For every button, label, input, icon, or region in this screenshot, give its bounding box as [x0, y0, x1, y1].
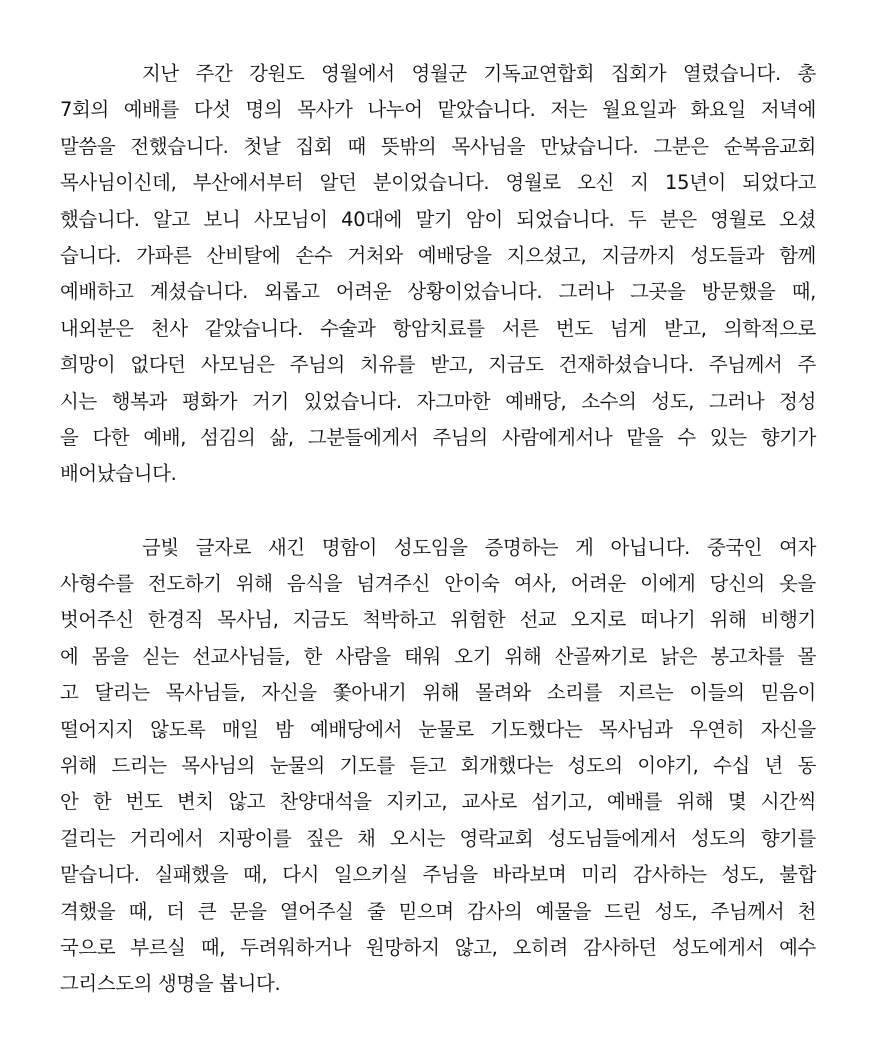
paragraph-line: 벗어주신 한경직 목사님, 지금도 척박하고 위험한 선교 오지로 떠나기 위해 비행기	[60, 608, 816, 632]
paragraph-line: 말씀을 전했습니다. 첫날 집회 때 뜻밖의 목사님을 만났습니다. 그분은 순복음교회	[60, 134, 816, 158]
paragraph-line: 목사님이신데, 부산에서부터 알던 분이었습니다. 영월로 오신 지 15년이 되었다고	[60, 171, 816, 195]
paragraph-line: 시는 행복과 평화가 거기 있었습니다. 자그마한 예배당, 소수의 성도, 그러나 정성	[60, 389, 816, 413]
paragraph-line: 배어났습니다.	[60, 462, 177, 486]
paragraph-line: 그리스도의 생명을 봅니다.	[60, 972, 281, 996]
paragraph-line: 금빛 글자로 새긴 명함이 성도임을 증명하는 게 아닙니다. 중국인 여자	[142, 535, 816, 559]
paragraph-1	[60, 56, 816, 493]
paragraph-line: 격했을 때, 더 큰 문을 열어주실 줄 믿으며 감사의 예물을 드린 성도, 주님께서 천	[60, 899, 816, 923]
paragraph-line: 위해 드리는 목사님의 눈물의 기도를 듣고 회개했다는 성도의 이야기, 수십 년 동	[60, 754, 816, 778]
paragraph-line: 7회의 예배를 다섯 명의 목사가 나누어 맡았습니다. 저는 월요일과 화요일 저녁에	[60, 98, 816, 122]
paragraph-line: 내외분은 천사 같았습니다. 수술과 항암치료를 서른 번도 넘게 받고, 의학적으로	[60, 316, 816, 340]
paragraph-line: 고 달리는 목사님들, 자신을 쫓아내기 위해 몰려와 소리를 지르는 이들의 믿음이	[60, 681, 816, 705]
paragraph-2	[60, 530, 816, 1003]
paragraph-line: 습니다. 가파른 산비탈에 손수 거처와 예배당을 지으셨고, 지금까지 성도들과 함께	[60, 243, 816, 267]
paragraph-line: 예배하고 계셨습니다. 외롭고 어려운 상황이었습니다. 그러나 그곳을 방문했을 때,	[60, 280, 816, 304]
paragraph-line: 지난 주간 강원도 영월에서 영월군 기독교연합회 집회가 열렸습니다. 총	[142, 62, 816, 85]
paragraph-line: 사형수를 전도하기 위해 음식을 넘겨주신 안이숙 여사, 어려운 이에게 당신의 옷을	[60, 572, 816, 596]
paragraph-line: 에 몸을 싣는 선교사님들, 한 사람을 태워 오기 위해 산골짜기로 낡은 봉고차를 몰	[60, 644, 816, 668]
paragraph-line: 했습니다. 알고 보니 사모님이 40대에 말기 암이 되었습니다. 두 분은 영월로 오셨	[60, 207, 816, 231]
paragraph-line: 희망이 없다던 사모님은 주님의 치유를 받고, 지금도 건재하셨습니다. 주님께서 주	[60, 353, 816, 377]
paragraph-line: 맡습니다. 실패했을 때, 다시 일으키실 주님을 바라보며 미리 감사하는 성도, 불합	[60, 863, 816, 887]
paragraph-line: 국으로 부르실 때, 두려워하거나 원망하지 않고, 오히려 감사하던 성도에게서 예수	[60, 935, 816, 959]
paragraph-line: 떨어지지 않도록 매일 밤 예배당에서 눈물로 기도했다는 목사님과 우연히 자신을	[60, 717, 816, 741]
paragraph-line: 을 다한 예배, 섬김의 삶, 그분들에게서 주님의 사람에게서나 맡을 수 있는 향기가	[60, 425, 816, 449]
paragraph-line: 안 한 번도 변치 않고 찬양대석을 지키고, 교사로 섬기고, 예배를 위해 몇 시간씩	[60, 790, 816, 814]
paragraph-line: 걸리는 거리에서 지팡이를 짚은 채 오시는 영락교회 성도님들에게서 성도의 향기를	[60, 826, 816, 850]
